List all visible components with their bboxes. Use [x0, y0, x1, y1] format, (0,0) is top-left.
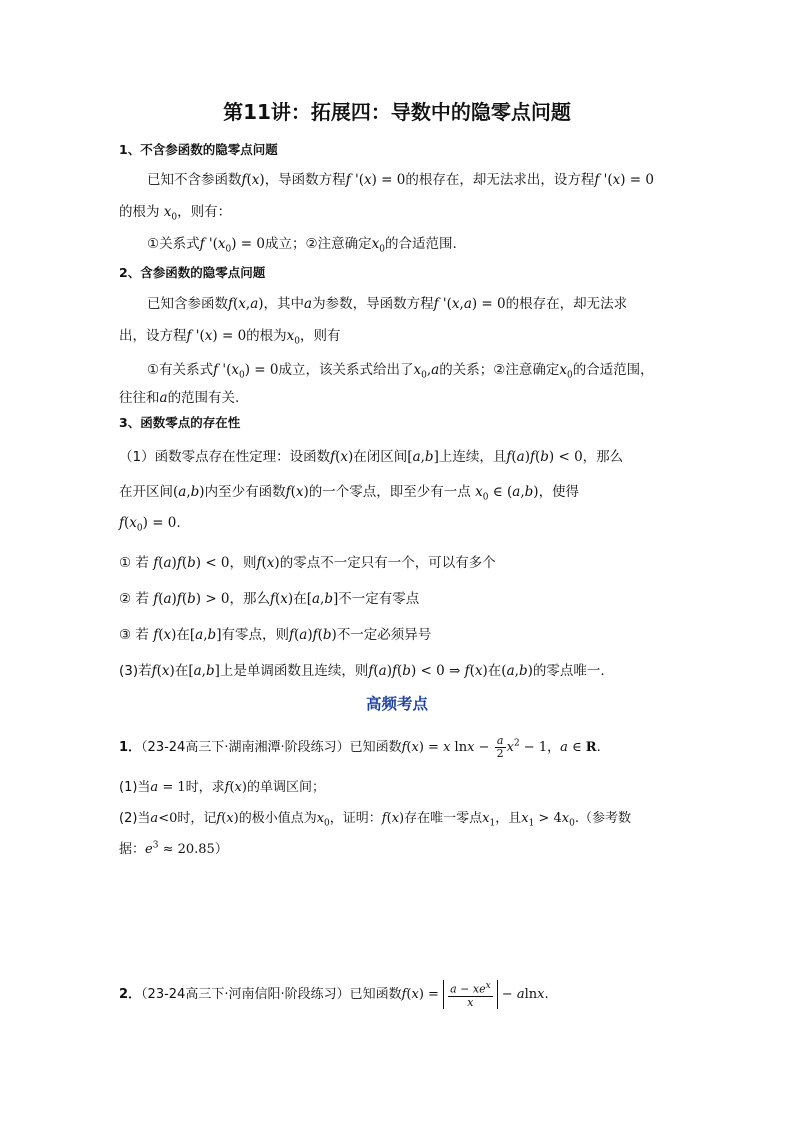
- question-1-part-2-cont: 据：$e^3 \approx 20.85$）: [119, 840, 228, 857]
- s3-item-1: ① 若 f(a)f(b) < 0，则f(x)的零点不一定只有一个，可以有多个: [119, 555, 496, 571]
- s1-line-1: 已知不含参函数f(x)，导函数方程f '(x) = 0的根存在，却无法求出，设方程f '(x) = 0: [147, 172, 654, 188]
- section-heading-high-frequency: 高频考点: [365, 695, 428, 713]
- s3-item-2: ② 若 f(a)f(b) > 0，那么f(x)在[a,b]不一定有零点: [119, 591, 420, 607]
- page-title: 第11讲：拓展四：导数中的隐零点问题: [223, 100, 571, 124]
- question-1-part-2: (2)当a<0时，记f(x)的极小值点为$x_0$，证明：f(x)存在唯一零点$x_1$，且$x_1 > 4x_0$.（参考数: [119, 811, 631, 829]
- s2-line-4: 往往和a的范围有关.: [119, 390, 240, 406]
- s2-line-3: ①有关系式f '$(x_0) = 0$成立，该关系式给出了$x_0,a$的关系；②注意确定$x_0$的合适范围，: [147, 362, 654, 381]
- s3-item-3: ③ 若 f(x)在[a,b]有零点，则f(a)f(b)不一定必须异号: [119, 627, 432, 643]
- question-2-stem: 2．（23-24高三下·河南信阳·阶段练习）已知函数f(x) = $\frac{a - xe^x}{x}$ − alnx.: [119, 981, 549, 1009]
- s1-line-3: ①关系式f '$(x_0) = 0$成立；②注意确定$x_0$的合适范围.: [147, 236, 457, 255]
- s3-line-2: 在开区间(a,b)内至少有函数f(x)的一个零点，即至少有一点 $x_0$ ∈ (a,b)，使得: [119, 484, 580, 503]
- question-1-stem: 1．（23-24高三下·湖南湘潭·阶段练习）已知函数f(x) = x lnx − $\frac{a}{2}$ $x^2 - 1$，a ∈ R.: [119, 734, 601, 760]
- s3-line-3: $f(x_0) = 0$.: [119, 515, 181, 534]
- s1-line-2: 的根为 $x_0$，则有：: [119, 204, 232, 223]
- s2-line-1: 已知含参函数f(x,a)，其中a为参数，导函数方程f '(x,a) = 0的根存在，却无法求: [147, 296, 628, 312]
- section-3-heading: 3、函数零点的存在性: [119, 415, 241, 430]
- s2-line-2: 出，设方程f '(x) = 0的根为$x_0$，则有: [119, 328, 341, 347]
- question-1-part-1: (1)当a = 1时，求f(x)的单调区间；: [119, 780, 325, 795]
- s3-item-4: (3)若f(x)在[a,b]上是单调函数且连续，则f(a)f(b) < 0 ⇒ f(x)在(a,b)的零点唯一.: [119, 663, 605, 679]
- section-1-heading: 1、不含参函数的隐零点问题: [119, 142, 278, 157]
- section-2-heading: 2、含参函数的隐零点问题: [119, 265, 266, 280]
- s3-line-1: （1）函数零点存在性定理：设函数f(x)在闭区间[a,b]上连续，且f(a)f(b) < 0，那么: [119, 449, 624, 465]
